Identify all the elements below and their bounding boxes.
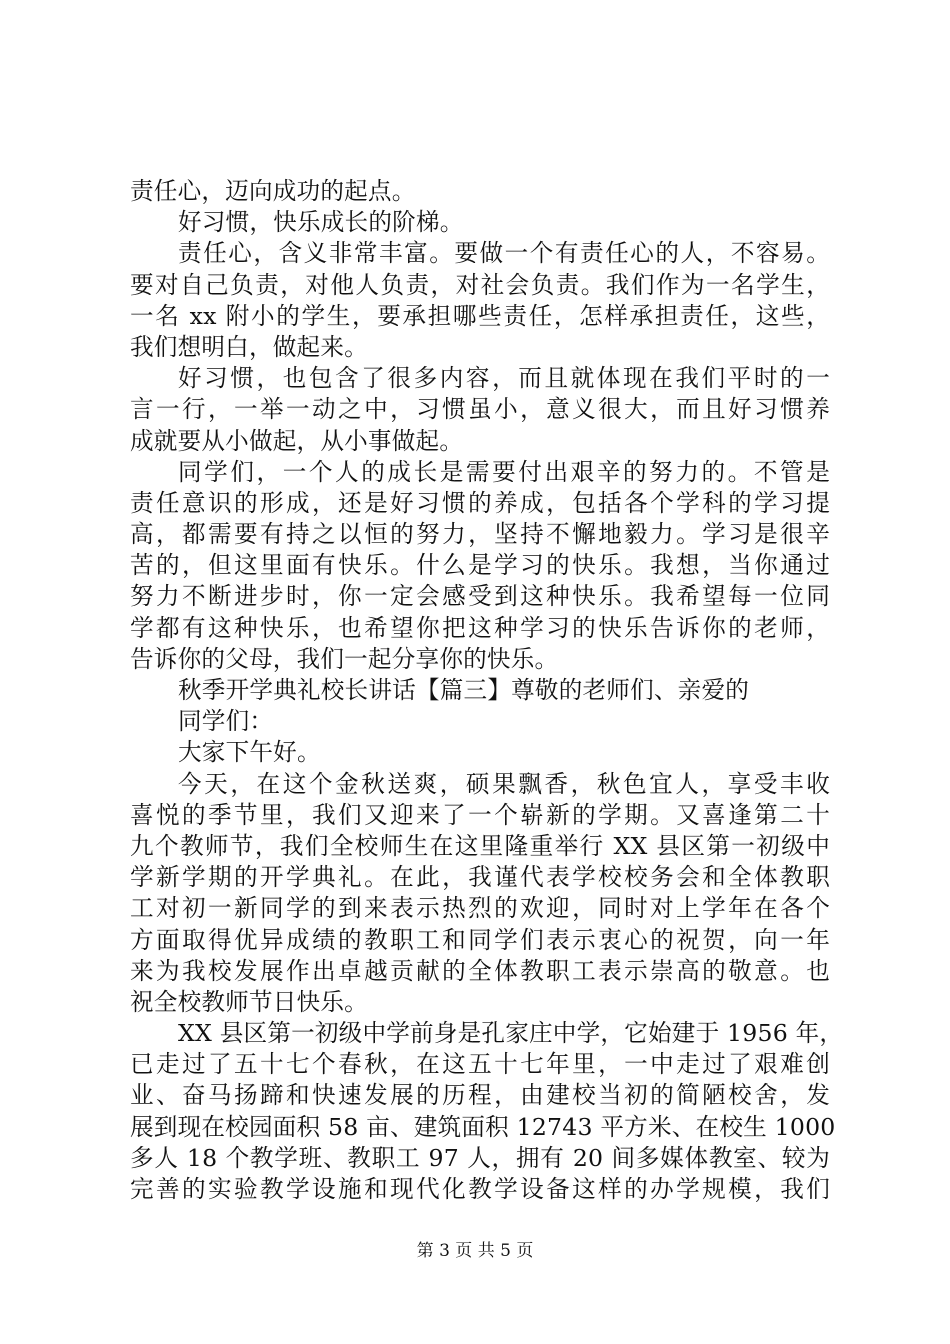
text-line: 要对自己负责，对他人负责，对社会负责。我们作为一名学生，: [130, 270, 830, 299]
text-line: 责任心，含义非常丰富。要做一个有责任心的人，不容易。: [178, 239, 830, 268]
text-line: 已走过了五十七个春秋，在这五十七年里，一中走过了艰难创: [130, 1050, 830, 1079]
text-line: 喜悦的季节里，我们又迎来了一个崭新的学期。又喜逢第二十: [130, 800, 830, 829]
text-line: 一名 xx 附小的学生，要承担哪些责任，怎样承担责任，这些，: [130, 301, 830, 330]
document-body: [130, 176, 844, 1205]
text-line: 苦的，但这里面有快乐。什么是学习的快乐。我想，当你通过: [130, 551, 830, 580]
text-line: 责任意识的形成，还是好习惯的养成，包括各个学科的学习提: [130, 488, 830, 517]
text-line: 责任心，迈向成功的起点。: [130, 177, 416, 205]
text-line: 业、奋马扬蹄和快速发展的历程，由建校当初的简陋校舍，发: [130, 1081, 830, 1110]
text-line: 方面取得优异成绩的教职工和同学们表示衷心的祝贺，向一年: [130, 925, 830, 954]
text-line: 我们想明白，做起来。: [130, 332, 368, 361]
text-line: 同学们：: [178, 707, 274, 736]
text-line: 完善的实验教学设施和现代化教学设备这样的办学规模，我们: [130, 1175, 830, 1203]
text-line: 秋季开学典礼校长讲话【篇三】尊敬的老师们、亲爱的: [178, 676, 750, 704]
text-line: 学都有这种快乐，也希望你把这种学习的快乐告诉你的老师，: [130, 613, 830, 642]
text-line: 好习惯，快乐成长的阶梯。: [178, 208, 464, 237]
text-line: 告诉你的父母，我们一起分享你的快乐。: [130, 644, 559, 673]
text-line: 学新学期的开学典礼。在此，我谨代表学校校务会和全体教职: [130, 863, 830, 892]
text-line: 今天，在这个金秋送爽，硕果飘香，秋色宜人，享受丰收: [178, 769, 830, 798]
text-line: 同学们，一个人的成长是需要付出艰辛的努力的。不管是: [178, 457, 830, 486]
text-line: 高，都需要有持之以恒的努力，坚持不懈地毅力。学习是很辛: [130, 520, 830, 549]
text-line: 工对初一新同学的到来表示热烈的欢迎，同时对上学年在各个: [130, 894, 830, 923]
text-line: 努力不断进步时，你一定会感受到这种快乐。我希望每一位同: [130, 582, 830, 611]
text-line: 好习惯，也包含了很多内容，而且就体现在我们平时的一: [178, 364, 830, 393]
page-footer: 第 3 页 共 5 页: [416, 1241, 534, 1261]
text-line: 祝全校教师节日快乐。: [130, 987, 368, 1016]
text-line: 多人 18 个教学班、教职工 97 人，拥有 20 间多媒体教室、较为: [130, 1143, 830, 1172]
text-line: 来为我校发展作出卓越贡献的全体教职工表示崇高的敬意。也: [130, 956, 830, 985]
text-line: XX 县区第一初级中学前身是孔家庄中学，它始建于 1956 年，: [178, 1019, 844, 1048]
text-line: 言一行，一举一动之中，习惯虽小，意义很大，而且好习惯养: [130, 395, 830, 424]
text-line: 展到现在校园面积 58 亩、建筑面积 12743 平方米、在校生 1000: [130, 1112, 836, 1141]
text-line: 九个教师节，我们全校师生在这里隆重举行 XX 县区第一初级中: [130, 831, 830, 860]
text-line: 成就要从小做起，从小事做起。: [130, 426, 464, 455]
text-line: 大家下午好。: [178, 738, 321, 767]
